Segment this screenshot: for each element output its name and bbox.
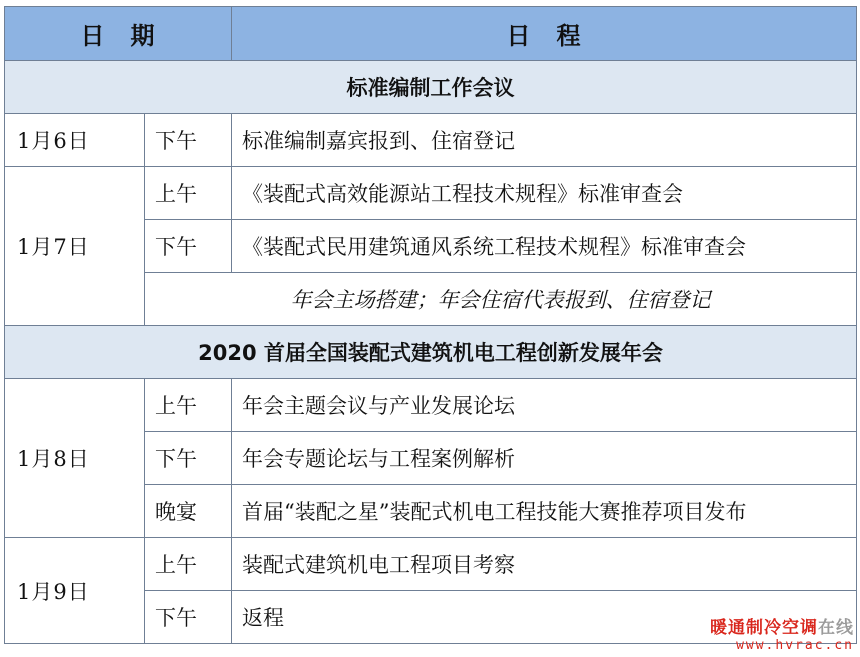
period-cell: 晚宴: [145, 485, 232, 538]
date-cell: 1月6日: [5, 114, 145, 167]
table-row: [5, 114, 857, 167]
table-row: [5, 538, 857, 591]
section-row: [5, 326, 857, 379]
period-cell: 上午: [145, 167, 232, 220]
note-cell: 年会主场搭建；年会住宿代表报到、住宿登记: [145, 273, 857, 326]
section-row: [5, 61, 857, 114]
date-cell: 1月9日: [5, 538, 145, 644]
header-row: [5, 7, 857, 61]
watermark-url: www.hvrac.cn: [736, 638, 854, 653]
date-cell: 1月8日: [5, 379, 145, 538]
period-cell: 下午: [145, 591, 232, 644]
period-cell: 上午: [145, 379, 232, 432]
event-cell: 《装配式高效能源站工程技术规程》标准审查会: [232, 167, 857, 220]
header-date: 日 期: [5, 7, 232, 61]
watermark: [710, 613, 854, 653]
section-title: 2020 首届全国装配式建筑机电工程创新发展年会: [5, 326, 857, 379]
table-row: [5, 167, 857, 220]
watermark-name-red: 暖通制冷空调: [710, 618, 818, 638]
period-cell: 上午: [145, 538, 232, 591]
header-schedule: 日 程: [232, 7, 857, 61]
table-row: [5, 379, 857, 432]
watermark-name-grey: 在线: [818, 618, 854, 638]
event-cell: 标准编制嘉宾报到、住宿登记: [232, 114, 857, 167]
event-cell: 年会主题会议与产业发展论坛: [232, 379, 857, 432]
schedule-table: [4, 6, 857, 644]
event-cell: 年会专题论坛与工程案例解析: [232, 432, 857, 485]
event-cell: 首届“装配之星”装配式机电工程技能大赛推荐项目发布: [232, 485, 857, 538]
event-cell: 装配式建筑机电工程项目考察: [232, 538, 857, 591]
section-title: 标准编制工作会议: [5, 61, 857, 114]
period-cell: 下午: [145, 220, 232, 273]
event-cell: 返程: [232, 591, 857, 644]
watermark-name: [710, 613, 854, 638]
period-cell: 下午: [145, 114, 232, 167]
date-cell: 1月7日: [5, 167, 145, 326]
event-cell: 《装配式民用建筑通风系统工程技术规程》标准审查会: [232, 220, 857, 273]
period-cell: 下午: [145, 432, 232, 485]
